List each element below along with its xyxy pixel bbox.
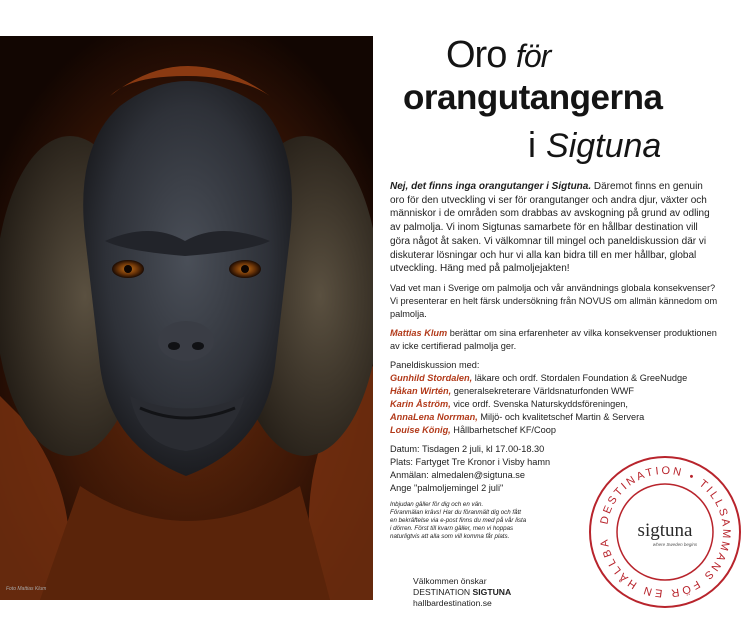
headline-line1 bbox=[446, 34, 550, 77]
headline-line2: orangutangerna bbox=[403, 78, 663, 117]
speaker-name: Mattias Klum bbox=[390, 327, 448, 338]
orangutan-photo bbox=[0, 36, 373, 600]
closing-website[interactable]: hallbardestination.se bbox=[413, 598, 492, 608]
closing-sender-bold: SIGTUNA bbox=[472, 587, 512, 597]
panel-member-name: Gunhild Stordalen, bbox=[390, 372, 473, 383]
panel-heading: Paneldiskussion med: bbox=[390, 359, 480, 370]
closing-sender-prefix: DESTINATION bbox=[413, 587, 473, 597]
headline-word-sigtuna: Sigtuna bbox=[546, 127, 662, 165]
panel-member bbox=[390, 411, 720, 424]
fineprint-line: naturligtvis att alla som vill komma får plats. bbox=[390, 532, 510, 540]
novus-paragraph: Vad vet man i Sverige om palmolja och vår användnings globala konsekvenser? Vi presenterar en helt färsk undersökning från NOVUS om allmän kännedom om palmolja. bbox=[390, 282, 718, 319]
closing-sender bbox=[413, 587, 511, 598]
speaker-paragraph bbox=[390, 327, 720, 353]
closing-greeting: Välkommen önskar bbox=[413, 576, 487, 586]
panel-member-name: AnnaLena Norrman, bbox=[390, 411, 478, 422]
panel-member-name: Louise König, bbox=[390, 424, 451, 435]
panel-member bbox=[390, 424, 720, 437]
speaker-text: berättar om sina erfarenheter av vilka konsekvenser produktionen av icke certifierad palmolja ger. bbox=[390, 327, 717, 351]
panel-member-role: läkare och ordf. Stordalen Foundation & GreeNudge bbox=[472, 372, 688, 383]
event-rsvp[interactable]: Anmälan: almedalen@sigtuna.se bbox=[390, 469, 525, 480]
event-place: Plats: Fartyget Tre Kronor i Visby hamn bbox=[390, 456, 551, 467]
stamp-graphic bbox=[585, 452, 745, 612]
event-date: Datum: Tisdagen 2 juli, kl 17.00-18.30 bbox=[390, 443, 545, 454]
panel-member bbox=[390, 385, 720, 398]
sigtuna-stamp bbox=[585, 452, 745, 612]
panel-member-role: vice ordf. Svenska Naturskyddsföreningen, bbox=[450, 398, 628, 409]
panel-member-name: Karin Åström, bbox=[390, 398, 451, 409]
closing bbox=[413, 576, 511, 609]
intro-paragraph bbox=[390, 180, 720, 276]
photo-credit: Foto Mattias Klum bbox=[6, 586, 47, 592]
fineprint-line: en bekräftelse via e-post finns du med på vår lista bbox=[390, 516, 527, 524]
panel-list bbox=[390, 359, 720, 437]
orangutan-illustration bbox=[0, 36, 373, 600]
stamp-logo: sigtuna bbox=[637, 520, 693, 541]
intro-lead: Nej, det finns inga orangutanger i Sigtuna. bbox=[390, 181, 592, 192]
fineprint-line: i dörren. Först till kvarn gäller, men vi hoppas bbox=[390, 524, 514, 532]
stamp-ring-textpath: DESTINATION • TILLSAMMANS FÖR EN HÅLLBA bbox=[598, 464, 733, 600]
stamp-tagline: where Sweden begins bbox=[652, 542, 698, 547]
fineprint-line: Föranmälan krävs! Har du föranmält dig och fått bbox=[390, 508, 522, 516]
headline-line3 bbox=[528, 124, 661, 167]
panel-member-name: Håkan Wirtén, bbox=[390, 385, 452, 396]
panel-member-role: generalsekreterare Världsnaturfonden WWF bbox=[451, 385, 634, 396]
event-note: Ange "palmoljemingel 2 juli" bbox=[390, 482, 504, 493]
intro-text: Däremot finns en genuin oro för den utveckling vi ser för orangutanger och andra djur, växter och människor i de områden som drabbas av avskogning på grund av odling av palmolja. Vi inom Sigtunas samarbete för en hållbar destination vill göra något åt saken. Vi välkomnar till mingel och paneldiskussion där vi diskuterar lösningar och hur vi alla kan bidra till en mer hållbar, global utveckling. Häng med på palmoljejakten! bbox=[390, 181, 710, 275]
headline-word-for: för bbox=[515, 38, 551, 74]
panel-member-role: Miljö- och kvalitetschef Martin & Servera bbox=[477, 411, 645, 422]
panel-member-role: Hållbarhetschef KF/Coop bbox=[450, 424, 556, 435]
panel-member bbox=[390, 398, 720, 411]
headline-word-i: i bbox=[528, 124, 536, 165]
panel-member bbox=[390, 372, 720, 385]
fineprint-line: Inbjudan gäller för dig och en vän. bbox=[390, 500, 484, 508]
headline-word-oro: Oro bbox=[446, 34, 507, 76]
